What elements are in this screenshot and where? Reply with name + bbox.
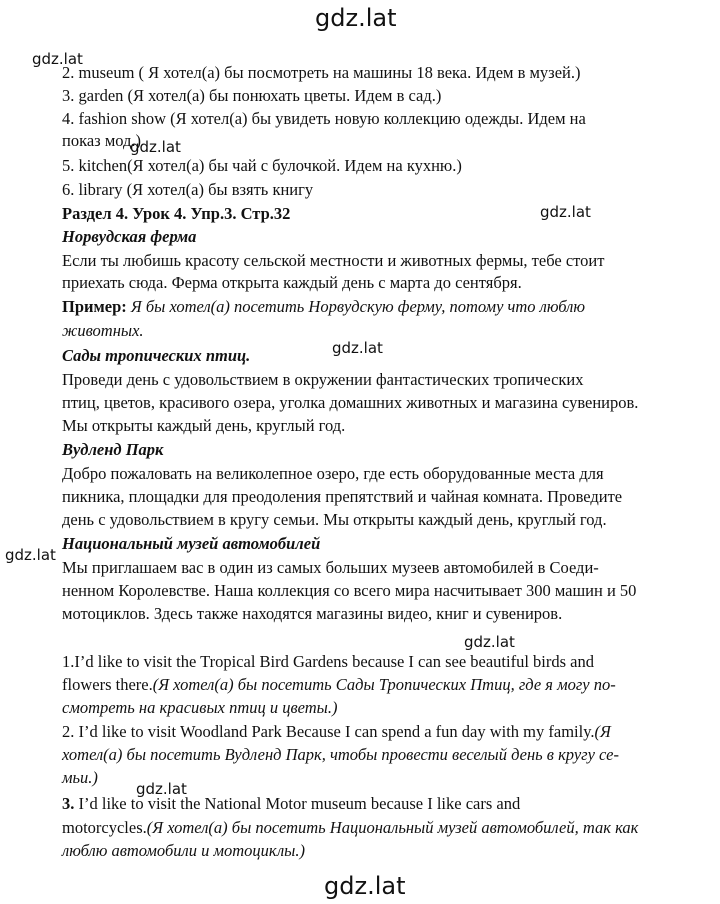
norwood-title: Норвудская ферма bbox=[62, 227, 197, 246]
paragraph-line: приехать сюда. Ферма открыта каждый день с марта до сентября. bbox=[62, 273, 522, 292]
paragraph-line: пикника, площадки для преодоления препятствий и чайная комната. Проведите bbox=[62, 487, 623, 506]
paragraph-line: Проведи день с удовольствием в окружении фантастических тропических bbox=[62, 370, 584, 389]
tropical-title: Сады тропических птиц. bbox=[62, 346, 251, 365]
answer-line bbox=[62, 817, 638, 839]
example-label: Пример: bbox=[62, 297, 127, 316]
watermark: gdz.lat bbox=[464, 633, 515, 651]
answer-translation: (Я хотел(а) бы посетить Национальный музей автомобилей, так как bbox=[146, 818, 639, 837]
answer-translation: (Я хотел(а) бы посетить Сады Тропических Птиц, где я могу по- bbox=[152, 675, 616, 694]
answer-line bbox=[62, 674, 616, 696]
example-line: животных. bbox=[62, 321, 144, 340]
paragraph-line: день с удовольствием в кругу семьи. Мы открыты каждый день, круглый год. bbox=[62, 510, 607, 529]
watermark: gdz.lat bbox=[5, 546, 56, 564]
list-item: 3. garden (Я хотел(а) бы понюхать цветы. Идем в сад.) bbox=[62, 86, 442, 105]
answer-number: 3. bbox=[62, 794, 75, 813]
answer-line bbox=[62, 721, 611, 743]
watermark: gdz.lat bbox=[136, 780, 187, 798]
paragraph-line: птиц, цветов, красивого озера, уголка домашних животных и магазина сувениров. bbox=[62, 393, 639, 412]
answer-translation: (Я bbox=[594, 722, 611, 741]
watermark: gdz.lat bbox=[32, 50, 83, 68]
watermark: gdz.lat bbox=[130, 138, 181, 156]
answer-line: хотел(а) бы посетить Вудленд Парк, чтобы провести веселый день в кругу се- bbox=[62, 745, 619, 764]
section-heading: Раздел 4. Урок 4. Упр.3. Стр.32 bbox=[62, 204, 291, 223]
list-item: показ мод.) bbox=[62, 131, 142, 150]
paragraph-line: Мы приглашаем вас в один из самых больших музеев автомобилей в Соеди- bbox=[62, 558, 599, 577]
answer-line: смотреть на красивых птиц и цветы.) bbox=[62, 698, 338, 717]
list-item: 2. museum ( Я хотел(а) бы посмотреть на машины 18 века. Идем в музей.) bbox=[62, 63, 581, 82]
answer-line: 1.I’d like to visit the Tropical Bird Gardens because I can see beautiful birds and bbox=[62, 652, 594, 671]
watermark-top: gdz.lat bbox=[315, 4, 397, 32]
paragraph-line: Добро пожаловать на великолепное озеро, где есть оборудованные места для bbox=[62, 464, 604, 483]
paragraph-line: ненном Королевстве. Наша коллекция со всего мира насчитывает 300 машин и 50 bbox=[62, 581, 637, 600]
museum-title: Национальный музей автомобилей bbox=[62, 534, 321, 553]
answer-text: 2. I’d like to visit Woodland Park Because I can spend a fun day with my family. bbox=[62, 722, 595, 741]
answer-text: I’d like to visit the National Motor museum because I like cars and bbox=[74, 794, 521, 813]
list-item: 4. fashion show (Я хотел(а) бы увидеть новую коллекцию одежды. Идем на bbox=[62, 109, 586, 128]
answer-text: motorcycles. bbox=[62, 818, 147, 837]
list-item: 5. kitchen(Я хотел(а) бы чай с булочкой. Идем на кухню.) bbox=[62, 156, 462, 175]
watermark: gdz.lat bbox=[332, 339, 383, 357]
example-text: Я бы хотел(а) посетить Норвудскую ферму, потому что люблю bbox=[130, 297, 586, 316]
watermark-bottom: gdz.lat bbox=[324, 872, 406, 900]
answer-line bbox=[62, 793, 520, 815]
watermark: gdz.lat bbox=[540, 203, 591, 221]
answer-line: люблю автомобили и мотоциклы.) bbox=[62, 841, 305, 860]
paragraph-line: мотоциклов. Здесь также находятся магазины видео, книг и сувениров. bbox=[62, 604, 563, 623]
example-line bbox=[62, 296, 585, 318]
answer-text: flowers there. bbox=[62, 675, 153, 694]
answer-line: мьи.) bbox=[62, 768, 98, 787]
woodland-title: Вудленд Парк bbox=[62, 440, 164, 459]
paragraph-line: Если ты любишь красоту сельской местности и животных фермы, тебе стоит bbox=[62, 251, 605, 270]
paragraph-line: Мы открыты каждый день, круглый год. bbox=[62, 416, 346, 435]
list-item: 6. library (Я хотел(а) бы взять книгу bbox=[62, 180, 314, 199]
